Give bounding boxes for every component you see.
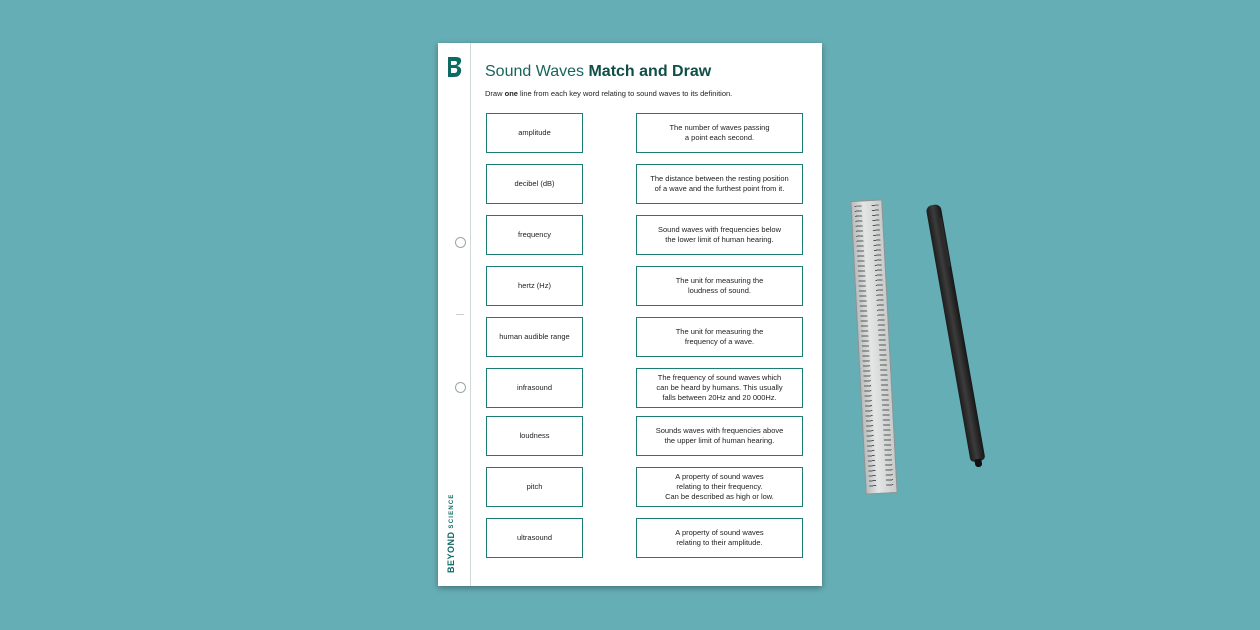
brand-sub-text: SCIENCE (449, 493, 455, 529)
key-word-box[interactable]: infrasound (486, 368, 583, 408)
key-word-box[interactable]: ultrasound (486, 518, 583, 558)
definition-box[interactable]: The unit for measuring the frequency of a wave. (636, 317, 803, 357)
title-bold: Match and Draw (588, 63, 712, 80)
definition-box[interactable]: The number of waves passing a point each second. (636, 113, 803, 153)
key-word-box[interactable]: frequency (486, 215, 583, 255)
pen-icon (926, 204, 986, 463)
definition-box[interactable]: A property of sound waves relating to their amplitude. (636, 518, 803, 558)
worksheet-page (438, 43, 822, 586)
key-word-box[interactable]: pitch (486, 467, 583, 507)
page-title (485, 63, 711, 81)
pen-clip (939, 218, 951, 268)
definition-box[interactable]: A property of sound waves relating to their frequency. Can be described as high or low. (636, 467, 803, 507)
punch-hole-icon (455, 382, 466, 393)
ruler-icon (850, 199, 897, 494)
instruction-text (485, 89, 732, 98)
pen-tip (974, 458, 982, 467)
definition-box[interactable]: The distance between the resting position of a wave and the furthest point from it. (636, 164, 803, 204)
key-word-box[interactable]: loudness (486, 416, 583, 456)
title-light: Sound Waves (485, 63, 585, 80)
fold-mark (456, 314, 464, 315)
brand-main-text: BEYOND (446, 531, 456, 573)
beyond-logo-icon (446, 55, 464, 79)
key-word-box[interactable]: amplitude (486, 113, 583, 153)
brand-wordmark (446, 493, 456, 573)
instruction-pre: Draw (485, 89, 503, 98)
margin-rule (470, 43, 471, 586)
definition-box[interactable]: The unit for measuring the loudness of sound. (636, 266, 803, 306)
definition-box[interactable]: The frequency of sound waves which can be heard by humans. This usually falls between 20Hz and 20 000Hz. (636, 368, 803, 408)
ruler-ticks-right (872, 205, 894, 489)
instruction-post: line from each key word relating to sound waves to its definition. (520, 89, 733, 98)
key-word-box[interactable]: decibel (dB) (486, 164, 583, 204)
instruction-bold: one (504, 89, 518, 98)
key-word-box[interactable]: hertz (Hz) (486, 266, 583, 306)
definition-box[interactable]: Sound waves with frequencies below the lower limit of human hearing. (636, 215, 803, 255)
punch-hole-icon (455, 237, 466, 248)
definition-box[interactable]: Sounds waves with frequencies above the upper limit of human hearing. (636, 416, 803, 456)
key-word-box[interactable]: human audible range (486, 317, 583, 357)
